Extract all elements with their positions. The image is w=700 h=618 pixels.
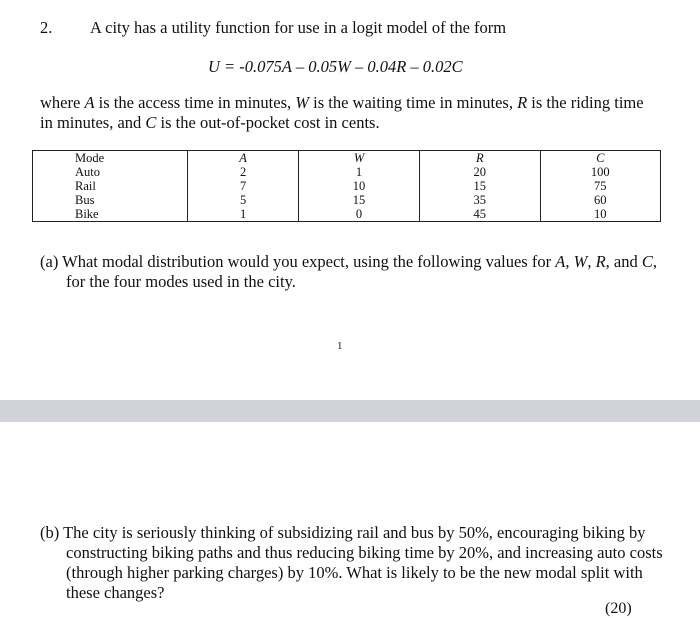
table-row [33,165,661,179]
cell-c: 100 [540,165,660,179]
variable-definitions: where A is the access time in minutes, W is the waiting time in minutes, R is the riding time in minutes, and C is the out-of-pocket cost in cents. [40,93,644,132]
question-number: 2. [40,18,53,37]
cell-a: 7 [188,179,299,193]
table-row [33,193,661,207]
cell-a: 5 [188,193,299,207]
page-number: 1 [337,340,343,352]
part-b-question: (b) The city is seriously thinking of subsidizing rail and bus by 50%, encouraging biking by constructing biking paths and thus reducing biking time by 20%, and increasing auto costs (through higher parking charges) by 10%. What is likely to be the new modal split with these changes? [40,523,663,602]
cell-mode: Bike [33,207,188,222]
cell-mode: Auto [33,165,188,179]
utility-formula: U = -0.075A – 0.05W – 0.04R – 0.02C [208,57,463,76]
header-w: W [299,151,420,166]
table-header-row [33,151,661,166]
cell-w: 15 [299,193,420,207]
cell-r: 35 [419,193,540,207]
header-mode: Mode [33,151,188,166]
part-a-question: (a) What modal distribution would you expect, using the following values for A, W, R, and C, for the four modes used in the city. [40,252,658,291]
cell-mode: Rail [33,179,188,193]
mode-attributes-table [32,150,661,222]
header-r: R [419,151,540,166]
marks-label: (20) [605,600,632,617]
cell-w: 10 [299,179,420,193]
header-a: A [188,151,299,166]
cell-w: 0 [299,207,420,222]
cell-a: 1 [188,207,299,222]
header-c: C [540,151,660,166]
cell-mode: Bus [33,193,188,207]
cell-r: 15 [419,179,540,193]
cell-r: 45 [419,207,540,222]
cell-r: 20 [419,165,540,179]
cell-c: 75 [540,179,660,193]
document-page-bottom [0,422,700,617]
cell-w: 1 [299,165,420,179]
table-row [33,207,661,222]
page-separator [0,400,700,422]
cell-c: 10 [540,207,660,222]
question-intro: A city has a utility function for use in a logit model of the form [90,18,507,37]
cell-c: 60 [540,193,660,207]
table-row [33,179,661,193]
cell-a: 2 [188,165,299,179]
